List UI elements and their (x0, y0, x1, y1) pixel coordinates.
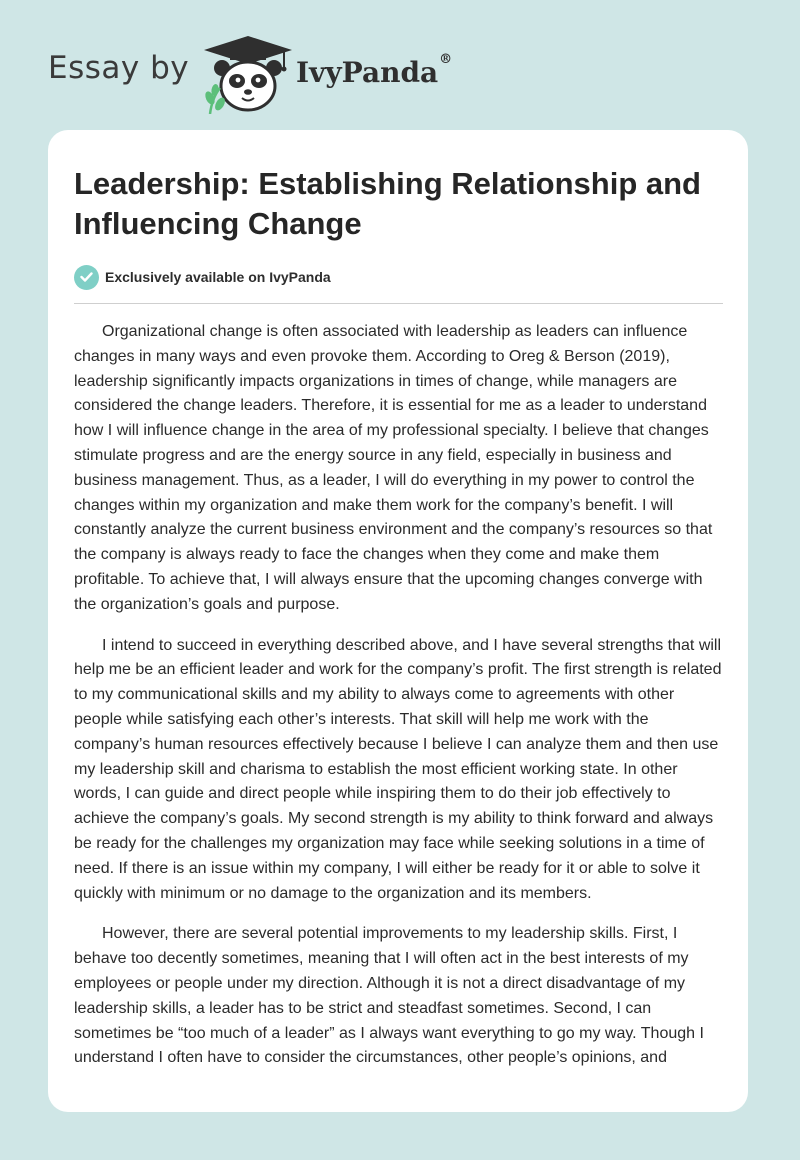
essay-body (74, 320, 726, 1087)
essay-title: Leadership: Establishing Relationship and Influencing Change (74, 166, 701, 241)
panda-logo-icon[interactable] (200, 34, 296, 114)
paragraph: Organizational change is often associated with leadership as leaders can influence changes in many ways and even provoke them. According to Oreg & Berson (2019), leadership significantly impacts organizations in times of change, while managers are considered the change leaders. Therefore, it is essential for me as a leader to understand how I will influence change in the area of my professional specialty. I believe that changes stimulate progress and are the energy source in any field, especially in business and business management. Thus, as a leader, I will do everything in my power to control the changes within my organization and make them work for the company’s benefit. I will constantly analyze the current business environment and the company’s resources so that the company is always ready to face the changes when they come and make them profitable. To achieve that, I will always ensure that the upcoming changes converge with the organization’s goals and purpose. (74, 323, 713, 613)
paragraph: I intend to succeed in everything described above, and I have several strengths that will help me be an efficient leader and work for the company’s profit. The first strength is related to my communicational skills and my ability to always come to agreements with other people while satisfying each other’s interests. That skill will help me work with the company’s human resources effectively because I believe I can analyze them and then use my leadership skill and charisma to establish the most efficient working state. In other words, I can guide and direct people while inspiring them to do their job effectively to achieve the company’s goals. My second strength is my ability to think forward and always be ready for the challenges my organization may face while seeking solutions in a time of need. If there is an issue within my company, I will either be ready for it or able to solve it quickly with minimum or no damage to the organization and its members. (74, 636, 722, 902)
divider (74, 303, 723, 304)
exclusive-label: Exclusively available on IvyPanda (105, 269, 331, 285)
paragraph: However, there are several potential improvements to my leadership skills. First, I behave too decently sometimes, meaning that I will often act in the best interests of my employees or people under my direction. Although it is not a direct disadvantage of my leadership skills, a leader has to be strict and steadfast sometimes. Second, I can sometimes be “too much of a leader” as I always want everything to go my way. Though I understand I often have to consider the circumstances, other people’s opinions, and (74, 925, 704, 1067)
brand-name[interactable] (296, 52, 453, 89)
brand-name-text: IvyPanda (296, 56, 439, 89)
site-header (0, 0, 800, 130)
essay-by-label: Essay by (48, 50, 190, 86)
essay-card (48, 130, 748, 1112)
check-icon (74, 265, 99, 290)
registered-mark: ® (439, 52, 453, 67)
exclusive-badge (74, 264, 331, 290)
